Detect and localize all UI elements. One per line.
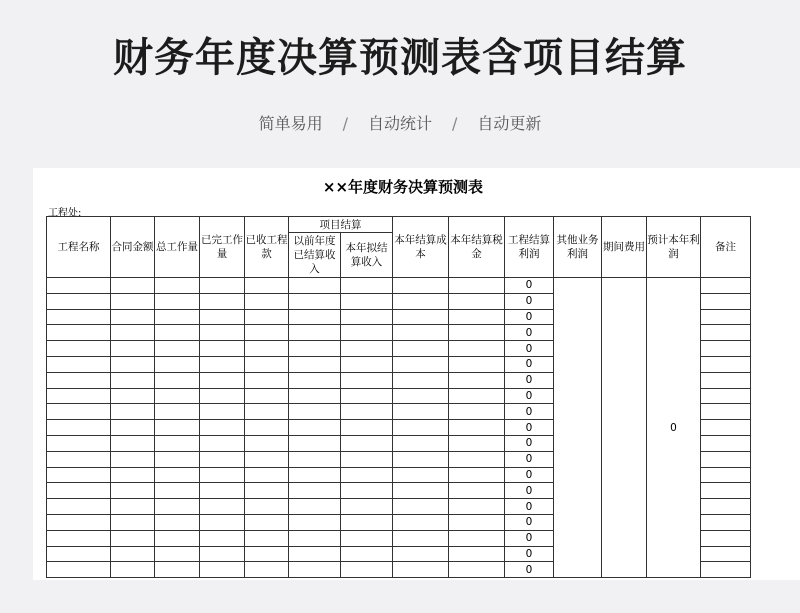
table-cell[interactable]	[289, 388, 341, 404]
table-cell[interactable]	[200, 293, 245, 309]
table-cell[interactable]	[245, 435, 289, 451]
table-cell[interactable]	[155, 293, 200, 309]
table-cell[interactable]	[449, 546, 505, 562]
col-header-settlement-tax: 本年结算税金	[449, 217, 505, 278]
table-cell[interactable]	[200, 435, 245, 451]
table-cell[interactable]	[393, 483, 449, 499]
table-cell[interactable]	[47, 293, 111, 309]
table-cell[interactable]	[245, 372, 289, 388]
page-title: 财务年度决算预测表含项目结算	[113, 35, 687, 81]
table-cell[interactable]	[47, 467, 111, 483]
col-header-prior-income: 以前年度已结算收入	[289, 233, 341, 278]
table-cell[interactable]	[200, 514, 245, 530]
table-cell[interactable]	[289, 341, 341, 357]
table-cell[interactable]	[341, 420, 393, 436]
table-cell[interactable]	[111, 356, 155, 372]
table-cell[interactable]	[449, 562, 505, 578]
table-cell[interactable]	[245, 341, 289, 357]
table-cell[interactable]	[701, 435, 751, 451]
table-cell[interactable]	[341, 388, 393, 404]
table-cell[interactable]	[449, 467, 505, 483]
cell-settlement-profit[interactable]: 0	[505, 562, 554, 578]
table-cell[interactable]	[341, 356, 393, 372]
table-cell[interactable]	[155, 483, 200, 499]
col-header-expected-profit: 预计本年利润	[647, 217, 701, 278]
tag-easy: 简单易用	[258, 114, 323, 133]
table-cell[interactable]	[245, 420, 289, 436]
table-cell[interactable]	[155, 499, 200, 515]
table-cell[interactable]	[393, 451, 449, 467]
cell-settlement-profit[interactable]: 0	[505, 420, 554, 436]
table-cell[interactable]	[200, 451, 245, 467]
table-cell[interactable]	[341, 341, 393, 357]
table-cell[interactable]	[111, 546, 155, 562]
table-cell[interactable]	[245, 499, 289, 515]
col-header-period-expense: 期间费用	[602, 217, 647, 278]
table-cell[interactable]	[245, 483, 289, 499]
table-cell[interactable]	[155, 530, 200, 546]
table-cell[interactable]	[155, 372, 200, 388]
table-cell[interactable]	[155, 341, 200, 357]
table-cell[interactable]	[701, 372, 751, 388]
table-cell[interactable]	[111, 483, 155, 499]
table-cell[interactable]	[289, 356, 341, 372]
table-cell[interactable]	[289, 404, 341, 420]
table-cell[interactable]	[111, 451, 155, 467]
cell-settlement-profit[interactable]: 0	[505, 404, 554, 420]
cell-settlement-profit[interactable]: 0	[505, 309, 554, 325]
table-cell[interactable]	[289, 309, 341, 325]
table-cell[interactable]	[200, 278, 245, 294]
table-cell[interactable]	[47, 562, 111, 578]
table-cell[interactable]	[245, 404, 289, 420]
table-cell[interactable]	[155, 309, 200, 325]
table-cell[interactable]	[155, 325, 200, 341]
table-cell[interactable]	[341, 293, 393, 309]
table-cell[interactable]	[701, 420, 751, 436]
table-cell[interactable]	[341, 451, 393, 467]
cell-settlement-profit[interactable]: 0	[505, 546, 554, 562]
col-header-total-workload: 总工作量	[155, 217, 200, 278]
table-cell[interactable]	[289, 467, 341, 483]
table-cell[interactable]	[47, 325, 111, 341]
table-cell[interactable]	[200, 499, 245, 515]
col-header-contract-amount: 合同金额	[111, 217, 155, 278]
cell-settlement-profit[interactable]: 0	[505, 451, 554, 467]
table-cell[interactable]	[200, 420, 245, 436]
table-cell[interactable]	[701, 499, 751, 515]
table-cell[interactable]	[245, 293, 289, 309]
table-cell[interactable]	[393, 530, 449, 546]
table-cell[interactable]	[111, 293, 155, 309]
feature-tags	[0, 112, 800, 136]
tag-separator: /	[342, 114, 348, 133]
table-cell[interactable]	[245, 562, 289, 578]
col-header-settlement-cost: 本年结算成本	[393, 217, 449, 278]
cell-settlement-profit[interactable]: 0	[505, 372, 554, 388]
table-cell[interactable]	[200, 404, 245, 420]
table-cell[interactable]	[341, 372, 393, 388]
table-cell[interactable]	[393, 420, 449, 436]
table-cell[interactable]	[155, 388, 200, 404]
table-cell[interactable]	[393, 562, 449, 578]
table-cell[interactable]	[155, 467, 200, 483]
group-header-project-settlement: 项目结算	[289, 217, 393, 233]
table-cell[interactable]	[449, 530, 505, 546]
table-cell[interactable]	[449, 293, 505, 309]
table-cell[interactable]	[200, 562, 245, 578]
table-cell[interactable]	[245, 546, 289, 562]
table-cell[interactable]	[200, 467, 245, 483]
table-cell[interactable]	[449, 341, 505, 357]
table-cell[interactable]	[111, 404, 155, 420]
table-cell[interactable]	[701, 483, 751, 499]
table-cell[interactable]	[111, 278, 155, 294]
table-cell[interactable]	[47, 404, 111, 420]
table-cell[interactable]	[200, 388, 245, 404]
table-cell[interactable]	[111, 530, 155, 546]
table-cell[interactable]	[289, 420, 341, 436]
table-cell[interactable]	[449, 278, 505, 294]
table-cell[interactable]	[155, 546, 200, 562]
table-cell[interactable]	[47, 435, 111, 451]
cell-settlement-profit[interactable]: 0	[505, 278, 554, 294]
table-cell[interactable]	[245, 278, 289, 294]
table-cell[interactable]	[289, 278, 341, 294]
table-cell[interactable]	[701, 278, 751, 294]
table-cell[interactable]	[701, 325, 751, 341]
table-cell[interactable]	[47, 451, 111, 467]
table-cell[interactable]	[111, 325, 155, 341]
table-cell[interactable]	[393, 278, 449, 294]
table-cell[interactable]	[47, 388, 111, 404]
table-cell[interactable]	[701, 467, 751, 483]
table-cell[interactable]	[155, 451, 200, 467]
table-cell[interactable]	[341, 562, 393, 578]
table-cell[interactable]	[155, 420, 200, 436]
table-cell[interactable]	[289, 546, 341, 562]
col-header-received-payment: 已收工程款	[245, 217, 289, 278]
table-cell[interactable]	[393, 499, 449, 515]
table-cell[interactable]	[245, 530, 289, 546]
col-header-planned-income: 本年拟结算收入	[341, 233, 393, 278]
col-header-remarks: 备注	[701, 217, 751, 278]
table-cell[interactable]	[47, 341, 111, 357]
table-cell[interactable]	[47, 356, 111, 372]
table-cell[interactable]	[341, 546, 393, 562]
table-cell[interactable]	[449, 309, 505, 325]
table-cell[interactable]	[200, 483, 245, 499]
table-cell[interactable]	[289, 514, 341, 530]
tag-auto-update: 自动更新	[477, 114, 542, 133]
table-cell[interactable]	[701, 309, 751, 325]
table-cell[interactable]	[701, 514, 751, 530]
table-cell[interactable]	[393, 546, 449, 562]
table-cell[interactable]	[245, 514, 289, 530]
table-cell[interactable]	[155, 356, 200, 372]
cell-settlement-profit[interactable]: 0	[505, 325, 554, 341]
table-cell[interactable]	[449, 404, 505, 420]
table-cell[interactable]	[701, 404, 751, 420]
table-cell[interactable]	[111, 341, 155, 357]
table-cell[interactable]	[111, 420, 155, 436]
table-cell[interactable]	[47, 546, 111, 562]
table-cell[interactable]	[245, 467, 289, 483]
table-cell[interactable]	[341, 467, 393, 483]
col-header-completed-workload: 已完工作量	[200, 217, 245, 278]
cell-settlement-profit[interactable]: 0	[505, 467, 554, 483]
table-cell[interactable]	[289, 499, 341, 515]
spreadsheet-sheet	[33, 168, 800, 580]
table-cell[interactable]	[47, 483, 111, 499]
table-cell[interactable]	[200, 356, 245, 372]
table-cell[interactable]	[449, 435, 505, 451]
table-cell[interactable]	[393, 325, 449, 341]
table-cell[interactable]	[701, 546, 751, 562]
table-cell[interactable]	[393, 467, 449, 483]
table-cell[interactable]	[341, 514, 393, 530]
table-row	[47, 278, 751, 294]
table-cell[interactable]	[449, 325, 505, 341]
col-header-project-name: 工程名称	[47, 217, 111, 278]
table-cell[interactable]	[341, 325, 393, 341]
table-cell[interactable]	[701, 562, 751, 578]
table-cell[interactable]	[111, 514, 155, 530]
table-cell[interactable]	[449, 420, 505, 436]
table-cell[interactable]	[111, 309, 155, 325]
cell-settlement-profit[interactable]: 0	[505, 293, 554, 309]
table-cell[interactable]	[289, 325, 341, 341]
table-cell[interactable]	[289, 372, 341, 388]
table-body	[47, 278, 751, 578]
table-cell[interactable]	[341, 530, 393, 546]
table-cell[interactable]	[111, 435, 155, 451]
table-cell[interactable]	[449, 514, 505, 530]
table-cell[interactable]	[289, 451, 341, 467]
table-cell[interactable]	[289, 530, 341, 546]
table-cell[interactable]	[155, 404, 200, 420]
table-cell[interactable]	[393, 388, 449, 404]
table-cell[interactable]	[393, 293, 449, 309]
table-cell[interactable]	[701, 388, 751, 404]
forecast-table	[46, 216, 751, 578]
table-cell[interactable]	[111, 467, 155, 483]
table-cell[interactable]	[245, 388, 289, 404]
table-cell[interactable]	[701, 451, 751, 467]
table-cell[interactable]	[341, 499, 393, 515]
table-cell[interactable]	[701, 356, 751, 372]
table-cell[interactable]	[200, 341, 245, 357]
table-cell[interactable]	[289, 435, 341, 451]
table-cell[interactable]	[449, 451, 505, 467]
table-cell[interactable]	[47, 420, 111, 436]
table-cell[interactable]	[701, 530, 751, 546]
table-cell[interactable]	[245, 356, 289, 372]
sheet-title: ××年度财务决算预测表	[322, 178, 484, 196]
cell-settlement-profit[interactable]: 0	[505, 356, 554, 372]
table-cell[interactable]	[341, 435, 393, 451]
table-cell[interactable]	[47, 514, 111, 530]
table-cell[interactable]	[289, 562, 341, 578]
table-cell[interactable]	[393, 372, 449, 388]
table-cell[interactable]	[393, 404, 449, 420]
table-cell[interactable]	[111, 372, 155, 388]
tag-separator: /	[452, 114, 458, 133]
table-cell[interactable]	[200, 325, 245, 341]
table-cell[interactable]	[341, 483, 393, 499]
table-cell[interactable]	[701, 341, 751, 357]
cell-expected-profit[interactable]: 0	[647, 278, 701, 578]
cell-settlement-profit[interactable]: 0	[505, 530, 554, 546]
table-cell[interactable]	[449, 499, 505, 515]
table-cell[interactable]	[200, 309, 245, 325]
table-cell[interactable]	[200, 546, 245, 562]
table-cell[interactable]	[393, 309, 449, 325]
cell-other-profit[interactable]	[554, 278, 602, 578]
cell-settlement-profit[interactable]: 0	[505, 514, 554, 530]
table-cell[interactable]	[111, 499, 155, 515]
table-cell[interactable]	[245, 309, 289, 325]
cell-settlement-profit[interactable]: 0	[505, 483, 554, 499]
table-cell[interactable]	[47, 309, 111, 325]
table-cell[interactable]	[245, 451, 289, 467]
table-cell[interactable]	[47, 278, 111, 294]
table-cell[interactable]	[155, 278, 200, 294]
table-cell[interactable]	[155, 435, 200, 451]
cell-period-expense[interactable]	[602, 278, 647, 578]
table-cell[interactable]	[47, 499, 111, 515]
table-cell[interactable]	[449, 372, 505, 388]
table-cell[interactable]	[111, 388, 155, 404]
cell-settlement-profit[interactable]: 0	[505, 388, 554, 404]
table-cell[interactable]	[200, 372, 245, 388]
col-header-settlement-profit: 工程结算利润	[505, 217, 554, 278]
table-cell[interactable]	[155, 514, 200, 530]
table-cell[interactable]	[449, 388, 505, 404]
col-header-other-profit: 其他业务利润	[554, 217, 602, 278]
table-cell[interactable]	[393, 356, 449, 372]
table-cell[interactable]	[393, 514, 449, 530]
table-cell[interactable]	[245, 325, 289, 341]
unit-label: 工程处:	[48, 208, 82, 219]
table-cell[interactable]	[449, 356, 505, 372]
table-cell[interactable]	[341, 278, 393, 294]
cell-settlement-profit[interactable]: 0	[505, 435, 554, 451]
table-cell[interactable]	[341, 404, 393, 420]
table-cell[interactable]	[200, 530, 245, 546]
cell-settlement-profit[interactable]: 0	[505, 341, 554, 357]
table-cell[interactable]	[449, 483, 505, 499]
tag-auto-stat: 自动统计	[367, 114, 432, 133]
table-cell[interactable]	[155, 562, 200, 578]
table-cell[interactable]	[289, 483, 341, 499]
table-cell[interactable]	[47, 372, 111, 388]
table-cell[interactable]	[111, 562, 155, 578]
table-cell[interactable]	[393, 341, 449, 357]
table-cell[interactable]	[393, 435, 449, 451]
cell-settlement-profit[interactable]: 0	[505, 499, 554, 515]
table-cell[interactable]	[701, 293, 751, 309]
table-cell[interactable]	[289, 293, 341, 309]
table-cell[interactable]	[47, 530, 111, 546]
table-cell[interactable]	[341, 309, 393, 325]
